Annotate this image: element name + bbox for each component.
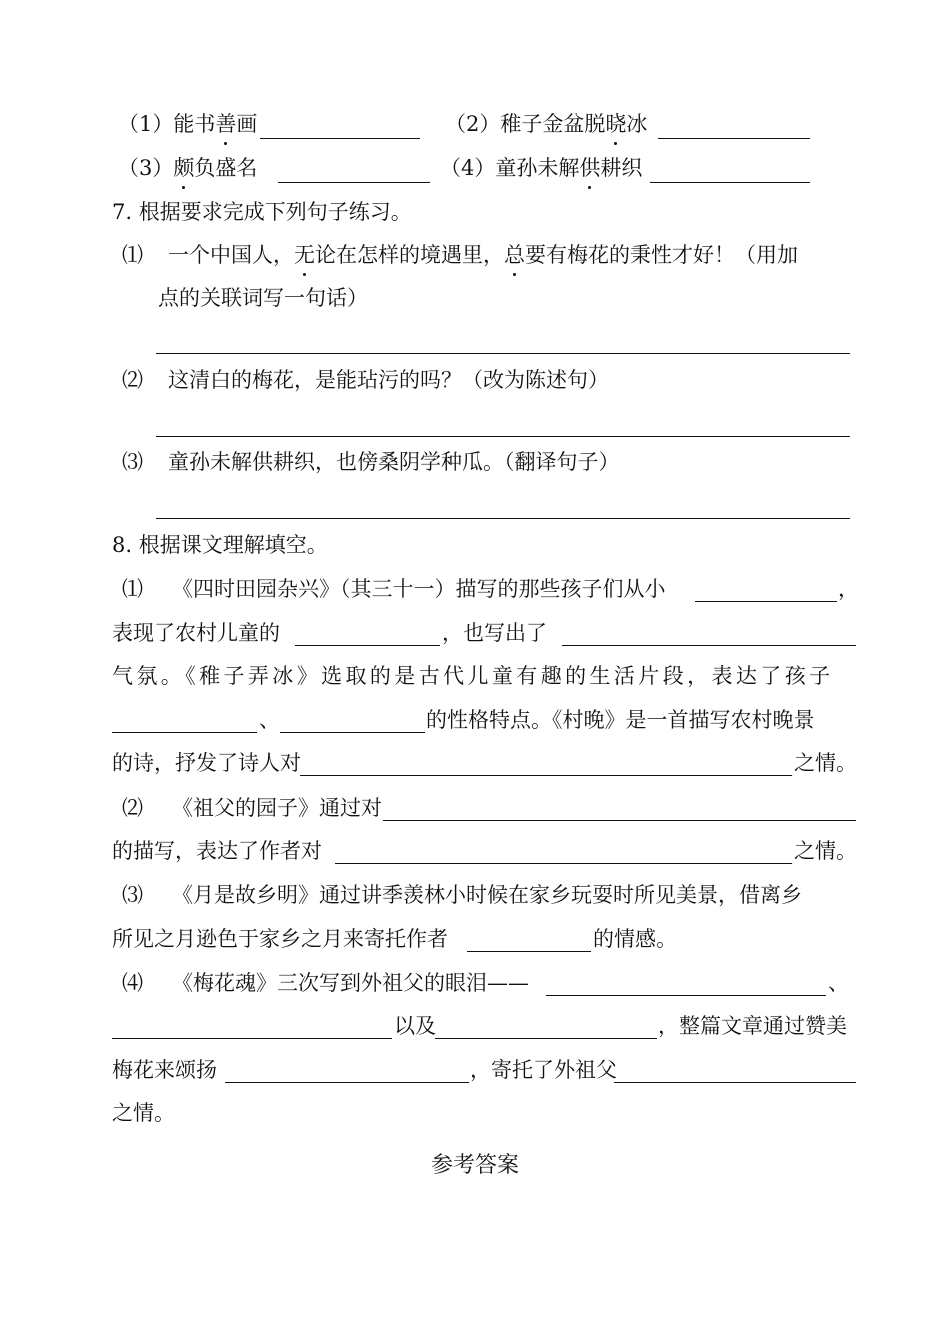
q8-p3-line-a: ⑶ 《月是故乡明》通过讲季羡林小时候在家乡玩耍时所见美景，借离乡 bbox=[122, 883, 802, 907]
answer-blank[interactable] bbox=[260, 138, 420, 139]
answer-section-title: 参考答案 bbox=[430, 1153, 519, 1178]
line-end-text: 之情。 bbox=[794, 839, 857, 863]
emphasis-dot-char: 无 bbox=[294, 243, 315, 267]
q8-p4-line-a: ⑷ 《梅花魂》三次写到外祖父的眼泪—— bbox=[122, 971, 529, 995]
answer-blank[interactable] bbox=[112, 1038, 392, 1039]
answer-blank[interactable] bbox=[278, 182, 430, 183]
q8-p1-line-a: ⑴ 《四时田园杂兴》（其三十一）描写的那些孩子们从小 bbox=[122, 577, 666, 601]
q7-sentence-2: ⑵ 这清白的梅花，是能玷污的吗？（改为陈述句） bbox=[122, 368, 609, 392]
answer-line[interactable] bbox=[156, 436, 850, 437]
answer-line[interactable] bbox=[156, 353, 850, 354]
q8-p3-line-b: 所见之月逊色于家乡之月来寄托作者 bbox=[112, 927, 448, 951]
q8-p4-line-b: ，整篇文章通过赞美 bbox=[658, 1014, 847, 1038]
emphasis-dot-char: 晓 bbox=[605, 112, 627, 136]
q7-heading: 7. 根据要求完成下列句子练习。 bbox=[112, 200, 412, 224]
q7-sentence-3: ⑶ 童孙未解供耕织，也傍桑阴学种瓜。（翻译句子） bbox=[122, 450, 620, 474]
q6-item-2: （2）稚子金盆脱晓冰 bbox=[445, 112, 648, 136]
comma: ， bbox=[838, 577, 859, 601]
answer-blank[interactable] bbox=[335, 863, 792, 864]
q6-item-4: （4）童孙未解供耕织 bbox=[440, 156, 643, 180]
answer-blank[interactable] bbox=[650, 182, 810, 183]
separator: 、 bbox=[259, 708, 280, 732]
answer-blank[interactable] bbox=[300, 775, 792, 776]
q8-p4-line-c: 梅花来颂扬 bbox=[112, 1058, 217, 1082]
answer-blank[interactable] bbox=[280, 732, 425, 733]
answer-blank[interactable] bbox=[562, 645, 856, 646]
q6-item-1: （1）能书善画 bbox=[118, 112, 258, 136]
emphasis-dot-char: 善 bbox=[215, 112, 237, 136]
q8-heading: 8. 根据课文理解填空。 bbox=[112, 533, 328, 557]
separator: 、 bbox=[828, 971, 849, 995]
q8-p2-line-a: ⑵ 《祖父的园子》通过对 bbox=[122, 796, 382, 820]
q8-p1-line-b2: ，也写出了 bbox=[442, 621, 547, 645]
answer-blank[interactable] bbox=[295, 645, 440, 646]
answer-blank[interactable] bbox=[695, 601, 837, 602]
q6-item-3: （3）颇负盛名 bbox=[118, 156, 258, 180]
connector-text: 以及 bbox=[394, 1014, 436, 1038]
answer-blank[interactable] bbox=[658, 138, 810, 139]
answer-blank[interactable] bbox=[467, 951, 591, 952]
answer-blank[interactable] bbox=[546, 995, 826, 996]
answer-blank[interactable] bbox=[383, 820, 856, 821]
q8-p1-line-c: 气氛。《稚子弄冰》选取的是古代儿童有趣的生活片段，表达了孩子 bbox=[112, 664, 834, 688]
q8-p1-line-b: 表现了农村儿童的 bbox=[112, 621, 280, 645]
q7-sentence-1-cont: 点的关联词写一句话） bbox=[158, 286, 368, 310]
emphasis-dot-char: 总 bbox=[504, 243, 525, 267]
q8-p1-line-e: 的诗，抒发了诗人对 bbox=[112, 751, 301, 775]
line-end-text: 的情感。 bbox=[593, 927, 677, 951]
q8-p2-line-b: 的描写，表达了作者对 bbox=[112, 839, 322, 863]
answer-blank[interactable] bbox=[435, 1038, 657, 1039]
emphasis-dot-char: 供 bbox=[579, 156, 601, 180]
q8-p4-line-d: 之情。 bbox=[112, 1101, 175, 1125]
q8-p1-line-d: 的性格特点。《村晚》是一首描写农村晚景 bbox=[426, 708, 815, 732]
connector-text: ，寄托了外祖父 bbox=[470, 1058, 617, 1082]
answer-blank[interactable] bbox=[614, 1082, 856, 1083]
answer-line[interactable] bbox=[156, 518, 850, 519]
line-end-text: 之情。 bbox=[794, 751, 857, 775]
emphasis-dot-char: 颇 bbox=[173, 156, 195, 180]
answer-blank[interactable] bbox=[225, 1082, 469, 1083]
q7-sentence-1: ⑴ 一个中国人，无论在怎样的境遇里，总要有梅花的秉性才好！（用加 bbox=[122, 243, 798, 267]
answer-blank[interactable] bbox=[112, 732, 257, 733]
